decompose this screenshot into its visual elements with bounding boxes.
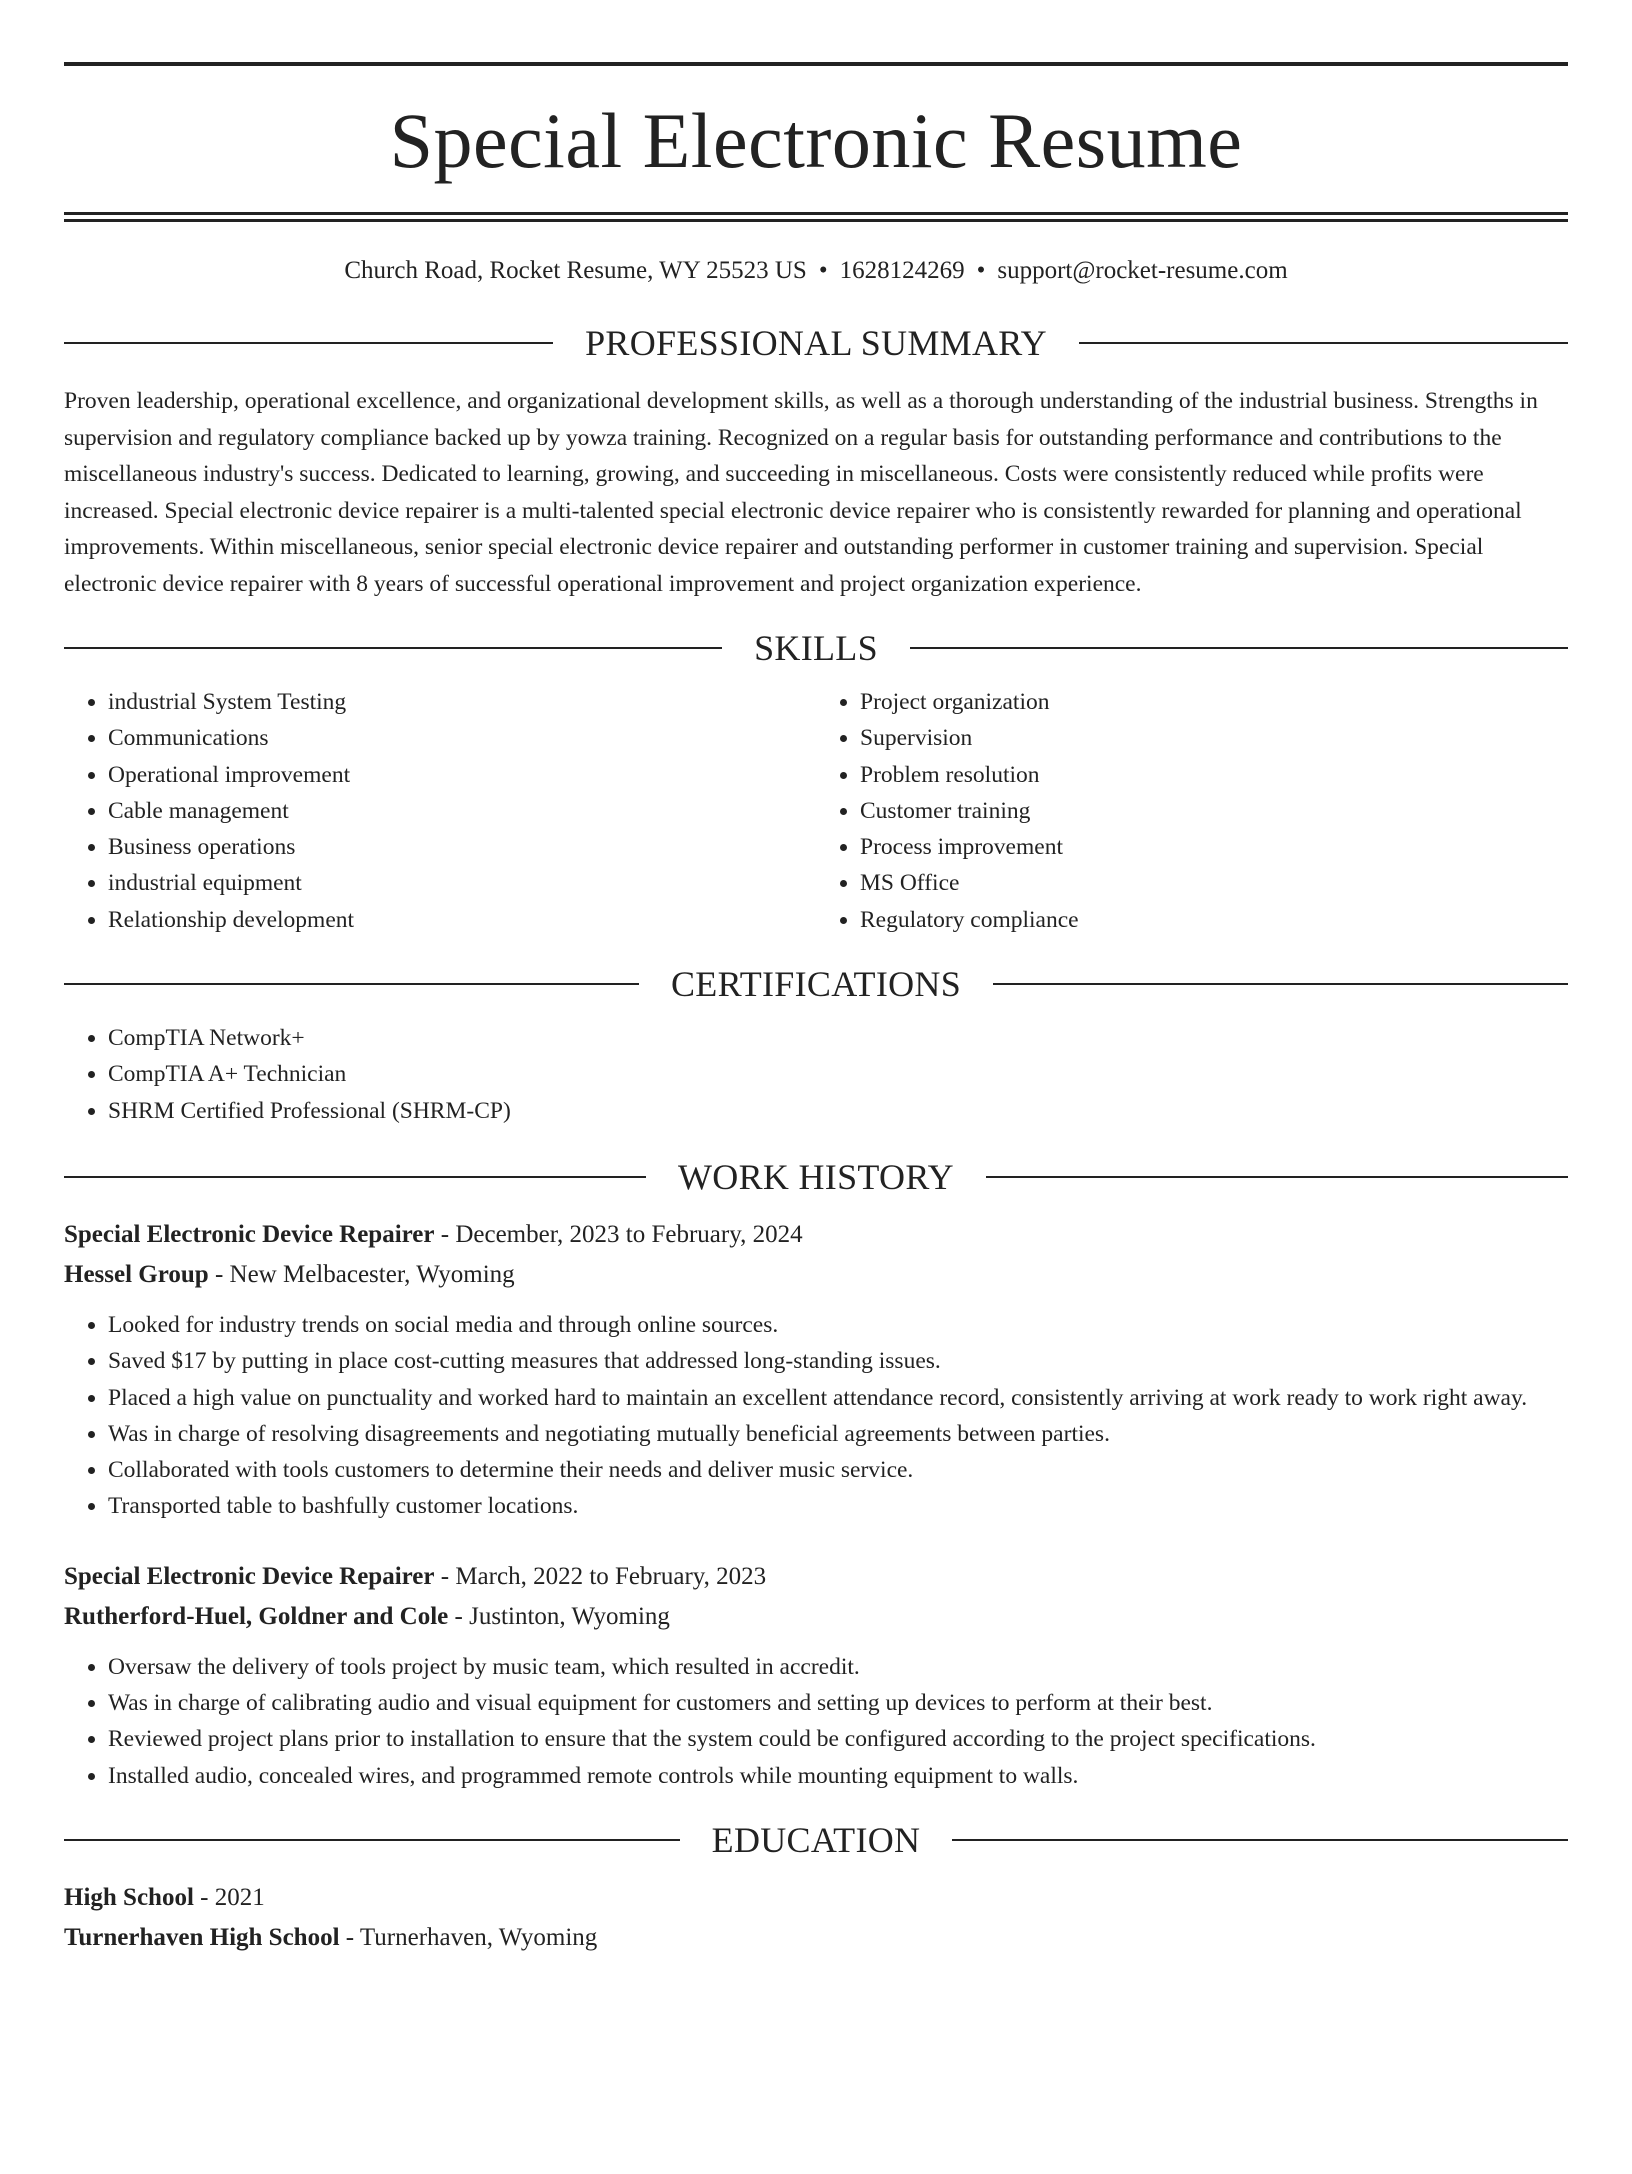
contact-separator: • — [818, 257, 828, 284]
education-year: 2021 — [214, 1883, 265, 1911]
header-top-rule — [64, 62, 1568, 66]
education-heading — [64, 1819, 1568, 1860]
skill-item: • Regulatory compliance — [860, 902, 1568, 938]
work-history-heading — [64, 1156, 1568, 1197]
contact-phone[interactable]: 1628124269 — [839, 257, 965, 284]
heading-rule-right — [986, 1176, 1568, 1178]
job-dash: - — [208, 1260, 230, 1288]
certification-item: • CompTIA A+ Technician — [108, 1056, 1568, 1092]
job-dates: December, 2023 to February, 2024 — [455, 1220, 803, 1248]
skill-item: • Relationship development — [108, 902, 816, 938]
job-dash: - — [448, 1602, 470, 1630]
header-double-rule — [64, 212, 1568, 222]
heading-rule-right — [910, 647, 1568, 649]
education-location: Turnerhaven, Wyoming — [359, 1923, 598, 1951]
education-school: Turnerhaven High School — [64, 1923, 340, 1951]
skill-item: • industrial equipment — [108, 865, 816, 901]
job-company: Hessel Group — [64, 1260, 209, 1288]
job-title-line — [64, 1557, 1568, 1597]
skill-item: • Cable management — [108, 793, 816, 829]
job-entry — [64, 1557, 1568, 1794]
skill-item: • MS Office — [860, 865, 1568, 901]
skill-item: • Project organization — [860, 684, 1568, 720]
job-dash: - — [434, 1220, 456, 1248]
heading-rule-left — [64, 647, 722, 649]
heading-rule-left — [64, 1839, 680, 1841]
job-role: Special Electronic Device Repairer — [64, 1562, 435, 1590]
job-dates: March, 2022 to February, 2023 — [455, 1562, 767, 1590]
education-entry — [64, 1878, 1568, 1958]
section-title: PROFESSIONAL SUMMARY — [585, 323, 1047, 363]
job-location: Justinton, Wyoming — [469, 1602, 670, 1630]
job-bullet: • Was in charge of resolving disagreements and negotiating mutually beneficial agreements between parties. — [108, 1416, 1568, 1452]
section-title: CERTIFICATIONS — [670, 964, 962, 1005]
certifications-heading — [64, 964, 1568, 1005]
skill-item: • Customer training — [860, 793, 1568, 829]
job-bullet: • Oversaw the delivery of tools project by music team, which resulted in accredit. — [108, 1649, 1568, 1685]
skill-item: • Communications — [108, 720, 816, 756]
skill-item: • Operational improvement — [108, 757, 816, 793]
resume-page — [0, 62, 1632, 2174]
contact-separator: • — [976, 257, 986, 284]
job-bullets — [64, 1307, 1568, 1525]
job-company-line — [64, 1255, 1568, 1295]
section-title: EDUCATION — [711, 1819, 921, 1860]
skill-item: • Process improvement — [860, 829, 1568, 865]
certification-item: • CompTIA Network+ — [108, 1020, 1568, 1056]
contact-email[interactable]: support@rocket-resume.com — [997, 257, 1288, 284]
job-bullet: • Installed audio, concealed wires, and programmed remote controls while mounting equipment to walls. — [108, 1758, 1568, 1794]
job-bullet: • Looked for industry trends on social media and through online sources. — [108, 1307, 1568, 1343]
summary-heading — [64, 325, 1568, 361]
skills-column-right — [816, 684, 1568, 938]
skill-item: • Supervision — [860, 720, 1568, 756]
summary-text: Proven leadership, operational excellence, and organizational development skills, as well as a thorough understanding of the industrial business. Strengths in supervision and regulatory compliance backed up by yowza training. Recognized on a regular basis for outstanding performance and contributions to the miscellaneous industry's success. Dedicated to learning, growing, and succeeding in miscellaneous. Costs were consistently reduced while profits were increased. Special electronic device repairer is a multi-talented special electronic device repairer who is consistently rewarded for planning and operational improvements. Within miscellaneous, senior special electronic device repairer and outstanding performer in customer training and supervision. Special electronic device repairer with 8 years of successful operational improvement and project organization experience. — [64, 388, 1538, 597]
heading-rule-right — [1079, 342, 1568, 344]
contact-address: Church Road, Rocket Resume, WY 25523 US — [344, 257, 807, 284]
job-bullet: • Reviewed project plans prior to installation to ensure that the system could be configured according to the project specifications. — [108, 1721, 1568, 1757]
skill-item: • industrial System Testing — [108, 684, 816, 720]
education-degree-line — [64, 1878, 1568, 1918]
heading-rule-left — [64, 1176, 646, 1178]
job-bullet: • Was in charge of calibrating audio and visual equipment for customers and setting up devices to perform at their best. — [108, 1685, 1568, 1721]
job-company-line — [64, 1597, 1568, 1637]
job-bullets — [64, 1649, 1568, 1794]
certification-item: • SHRM Certified Professional (SHRM-CP) — [108, 1093, 1568, 1129]
job-title-line — [64, 1215, 1568, 1255]
job-company: Rutherford-Huel, Goldner and Cole — [64, 1602, 449, 1630]
job-bullet: • Saved $17 by putting in place cost-cutting measures that addressed long-standing issues. — [108, 1343, 1568, 1379]
job-bullet: • Transported table to bashfully customer locations. — [108, 1488, 1568, 1524]
education-school-line — [64, 1918, 1568, 1958]
heading-rule-right — [993, 983, 1568, 985]
heading-rule-right — [952, 1839, 1568, 1841]
resume-name: Special Electronic Resume — [389, 97, 1243, 184]
job-entry — [64, 1215, 1568, 1525]
education-degree: High School — [64, 1883, 194, 1911]
education-dash: - — [339, 1923, 360, 1951]
job-bullet: • Placed a high value on punctuality and worked hard to maintain an excellent attendance record, consistently arriving at work ready to work right away. — [108, 1380, 1568, 1416]
section-title: SKILLS — [754, 628, 878, 668]
heading-rule-left — [64, 983, 639, 985]
education-dash: - — [193, 1883, 215, 1911]
certifications-list — [64, 1020, 1568, 1129]
job-bullet: • Collaborated with tools customers to determine their needs and deliver music service. — [108, 1452, 1568, 1488]
section-title: WORK HISTORY — [678, 1156, 954, 1197]
job-location: New Melbacester, Wyoming — [229, 1260, 515, 1288]
skills-list — [64, 684, 1568, 938]
skill-item: • Problem resolution — [860, 757, 1568, 793]
job-dash: - — [434, 1562, 456, 1590]
job-role: Special Electronic Device Repairer — [64, 1220, 435, 1248]
skill-item: • Business operations — [108, 829, 816, 865]
heading-rule-left — [64, 342, 553, 344]
skills-heading — [64, 630, 1568, 666]
skills-column-left — [64, 684, 816, 938]
contact-line — [64, 258, 1568, 283]
